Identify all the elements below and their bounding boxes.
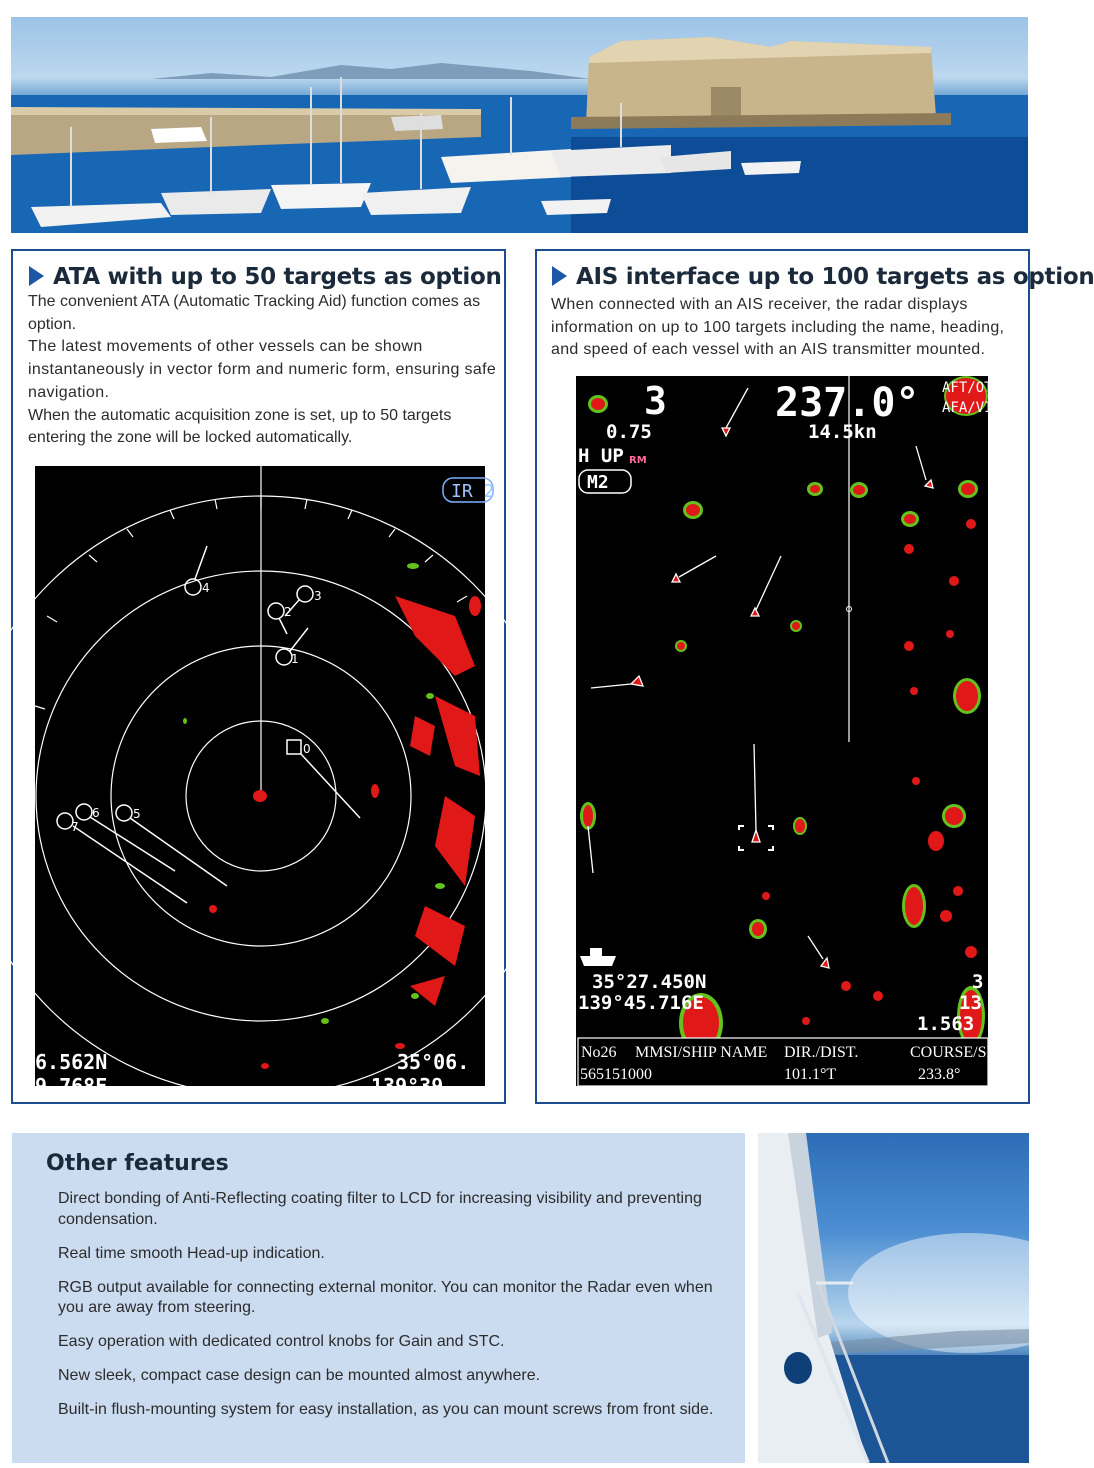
readout-right: 1.563 bbox=[917, 1013, 975, 1035]
table-header: MMSI/SHIP NAME bbox=[635, 1044, 768, 1061]
ais-radar-screen bbox=[576, 376, 996, 1086]
radar-clutter bbox=[183, 563, 445, 1024]
feature-item: RGB output available for connecting external monitor. You can monitor the Radar even when you are away from steering. bbox=[58, 1278, 713, 1316]
ais-description bbox=[551, 294, 1023, 362]
ata-paragraph: When the automatic acquisition zone is set, up to 50 targets entering the zone will be locked automatically. bbox=[28, 406, 452, 447]
feature-item: Built-in flush-mounting system for easy installation, as you can mount screws from front side. bbox=[58, 1401, 714, 1418]
heading-value: 237.0° bbox=[775, 380, 920, 426]
latitude-right: 35°06. bbox=[397, 1050, 470, 1074]
readout-right: 13 bbox=[959, 992, 982, 1014]
feature-item: Direct bonding of Anti-Reflecting coating filter to LCD for increasing visibility and preventing condensation. bbox=[58, 1190, 702, 1228]
longitude-right: 139°39. bbox=[371, 1074, 456, 1098]
feature-item: New sleek, compact case design can be mounted almost anywhere. bbox=[58, 1367, 541, 1384]
ais-table-headers bbox=[581, 1044, 995, 1061]
ais-targets bbox=[588, 388, 933, 968]
ata-paragraph: The convenient ATA (Automatic Tracking Aid) function comes as option. bbox=[28, 293, 481, 333]
alarm-indicator: AFA/VI bbox=[942, 400, 993, 416]
own-ship-icon bbox=[580, 948, 616, 966]
ata-target-1 bbox=[276, 649, 292, 665]
play-triangle-icon bbox=[552, 266, 567, 286]
boat-deck-photo bbox=[758, 1133, 1029, 1463]
own-latitude: 35°27.450N bbox=[592, 971, 707, 993]
harbor-illustration bbox=[11, 17, 1028, 233]
own-longitude: 139°45.716E bbox=[578, 992, 704, 1014]
range-interval: 0.75 bbox=[606, 421, 652, 443]
ata-paragraph: The latest movements of other vessels can be shown instantaneously in vector form and numeric form, ensuring safe navigation. bbox=[28, 338, 497, 401]
latitude-left: 6.562N bbox=[35, 1050, 108, 1074]
feature-item: Easy operation with dedicated control knobs for Gain and STC. bbox=[58, 1333, 505, 1350]
radar-echoes bbox=[580, 376, 988, 1053]
readout-right: 3 bbox=[972, 971, 984, 993]
harbor-photo bbox=[11, 17, 1028, 233]
ata-panel bbox=[11, 249, 506, 1104]
ata-radar-screen bbox=[35, 466, 495, 1098]
target-label: 0 bbox=[303, 742, 311, 756]
boat-deck-illustration bbox=[758, 1133, 1029, 1463]
mode-badge: M2 bbox=[587, 472, 609, 493]
other-features-section bbox=[12, 1133, 745, 1463]
ata-title: ATA with up to 50 targets as option bbox=[29, 264, 502, 290]
target-label: 2 bbox=[284, 605, 292, 619]
ata-radar-display bbox=[35, 466, 495, 1098]
orientation-mode: H UP bbox=[578, 445, 624, 467]
ais-panel bbox=[535, 249, 1094, 1104]
target-label: 4 bbox=[202, 581, 210, 595]
table-header: No26 bbox=[581, 1044, 617, 1061]
ais-radar-display bbox=[576, 376, 996, 1086]
ais-paragraph: When connected with an AIS receiver, the radar displays information on up to 100 targets including the name, heading, and speed of each vessel with an AIS transmitter mounted. bbox=[551, 296, 1005, 359]
features-list bbox=[58, 1189, 718, 1434]
table-cell: 101.1°T bbox=[784, 1066, 837, 1083]
target-label: 1 bbox=[291, 652, 299, 666]
target-label: 5 bbox=[133, 807, 141, 821]
ata-target-3 bbox=[297, 586, 313, 602]
alarm-indicator: AFT/OT bbox=[942, 380, 993, 396]
play-triangle-icon bbox=[29, 266, 44, 286]
table-cell: 565151000 bbox=[580, 1066, 652, 1083]
mode-badge: IR 2 bbox=[451, 481, 495, 502]
feature-item: Real time smooth Head-up indication. bbox=[58, 1244, 325, 1262]
features-title: Other features bbox=[46, 1151, 229, 1176]
table-cell: 233.8° bbox=[918, 1066, 961, 1083]
target-label: 7 bbox=[71, 820, 79, 834]
ais-title: AIS interface up to 100 targets as option bbox=[552, 264, 1094, 290]
speed-value: 14.5kn bbox=[808, 421, 877, 443]
range-value: 3 bbox=[644, 379, 667, 423]
table-header: DIR./DIST. bbox=[784, 1044, 859, 1061]
motion-mode: RM bbox=[629, 455, 647, 466]
ata-description bbox=[28, 291, 498, 450]
target-label: 3 bbox=[314, 589, 322, 603]
range-ring bbox=[0, 496, 561, 1096]
radar-echoes bbox=[209, 596, 481, 1069]
ata-target-0 bbox=[287, 740, 301, 754]
table-header: COURSE/SP bbox=[910, 1044, 996, 1061]
longitude-left: 9.768E bbox=[35, 1074, 108, 1098]
target-label: 6 bbox=[92, 806, 100, 820]
ata-target-6 bbox=[76, 804, 92, 820]
ata-target-2 bbox=[268, 603, 284, 619]
